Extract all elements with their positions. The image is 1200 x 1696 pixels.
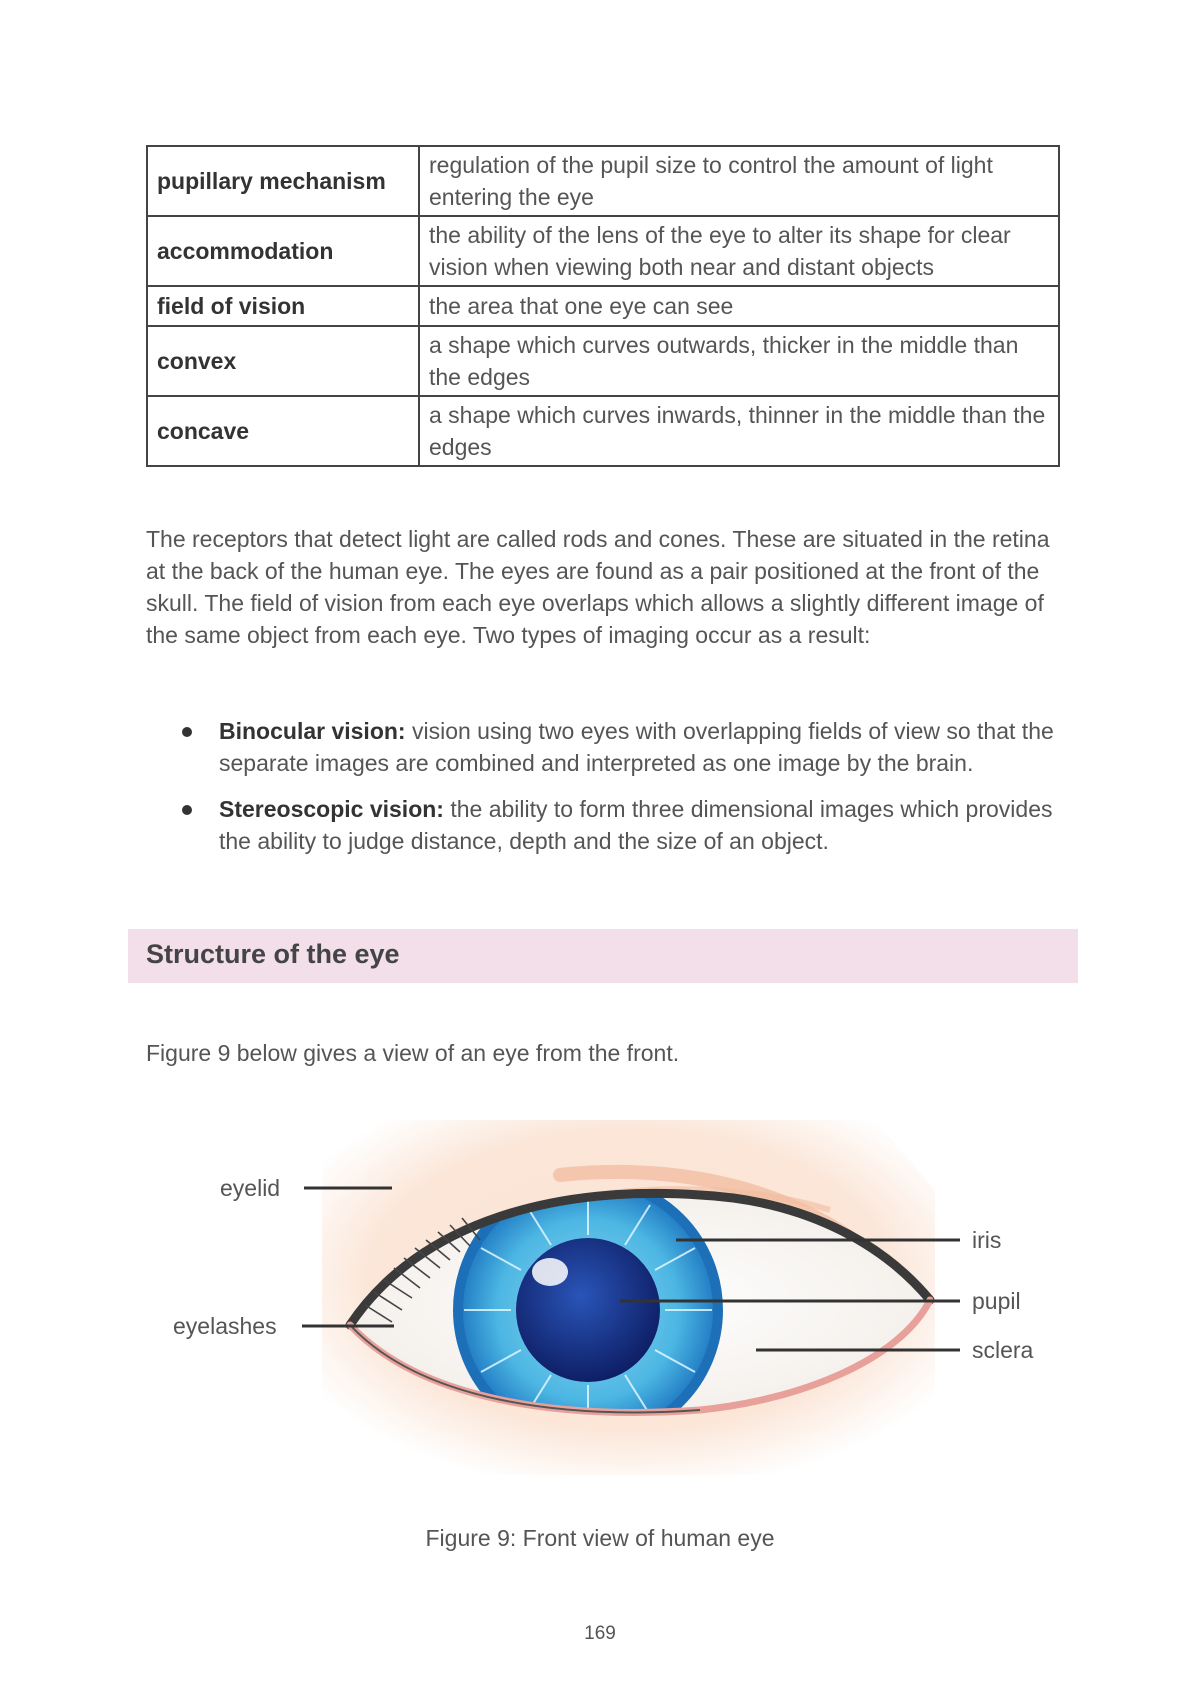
iris-label: iris bbox=[972, 1227, 1002, 1253]
sclera-label: sclera bbox=[972, 1337, 1034, 1363]
glossary-term: accommodation bbox=[147, 216, 419, 286]
glossary-definition: a shape which curves inwards, thinner in the middle than the edges bbox=[419, 396, 1059, 466]
section-header bbox=[128, 929, 1078, 983]
section-title: Structure of the eye bbox=[146, 939, 400, 969]
glossary-table bbox=[146, 145, 1060, 467]
eye-diagram bbox=[0, 1100, 1200, 1500]
list-item bbox=[146, 793, 1061, 857]
bullet-term: Binocular vision: bbox=[219, 718, 406, 744]
pupil-shape bbox=[516, 1238, 660, 1382]
table-row bbox=[147, 146, 1059, 216]
pupil-label: pupil bbox=[972, 1288, 1021, 1314]
glossary-term: field of vision bbox=[147, 286, 419, 326]
bullet-text: vision using two eyes with overlapping fields of view so that the separate images are combined and interpreted as one image by the brain. bbox=[219, 718, 1054, 776]
body-paragraph: The receptors that detect light are called rods and cones. These are situated in the retina at the back of the human eye. The eyes are found as a pair positioned at the front of the skull. The field of vision from each eye overlaps which allows a slightly different image of the same object from each eye. Two types of imaging occur as a result: bbox=[146, 526, 1050, 648]
glossary-term: pupillary mechanism bbox=[147, 146, 419, 216]
eyelashes-label: eyelashes bbox=[173, 1313, 277, 1339]
glossary-definition: a shape which curves outwards, thicker in the middle than the edges bbox=[419, 326, 1059, 396]
page-number: 169 bbox=[584, 1623, 616, 1644]
table-row bbox=[147, 326, 1059, 396]
glossary-term: concave bbox=[147, 396, 419, 466]
eyelid-label: eyelid bbox=[220, 1175, 281, 1201]
list-item bbox=[146, 715, 1061, 779]
table-row bbox=[147, 396, 1059, 466]
glossary-definition: the area that one eye can see bbox=[419, 286, 1059, 326]
bullet-list bbox=[146, 715, 1061, 871]
pupil-highlight bbox=[532, 1258, 568, 1286]
figure-intro: Figure 9 below gives a view of an eye from the front. bbox=[146, 1040, 680, 1066]
figure-caption: Figure 9: Front view of human eye bbox=[425, 1525, 775, 1551]
bullet-icon bbox=[182, 805, 192, 815]
table-row bbox=[147, 216, 1059, 286]
glossary-definition: regulation of the pupil size to control the amount of light entering the eye bbox=[419, 146, 1059, 216]
bullet-icon bbox=[182, 727, 192, 737]
table-row bbox=[147, 286, 1059, 326]
bullet-text: the ability to form three dimensional images which provides the ability to judge distance, depth and the size of an object. bbox=[219, 796, 1053, 854]
bullet-term: Stereoscopic vision: bbox=[219, 796, 444, 822]
glossary-definition: the ability of the lens of the eye to alter its shape for clear vision when viewing both near and distant objects bbox=[419, 216, 1059, 286]
glossary-term: convex bbox=[147, 326, 419, 396]
